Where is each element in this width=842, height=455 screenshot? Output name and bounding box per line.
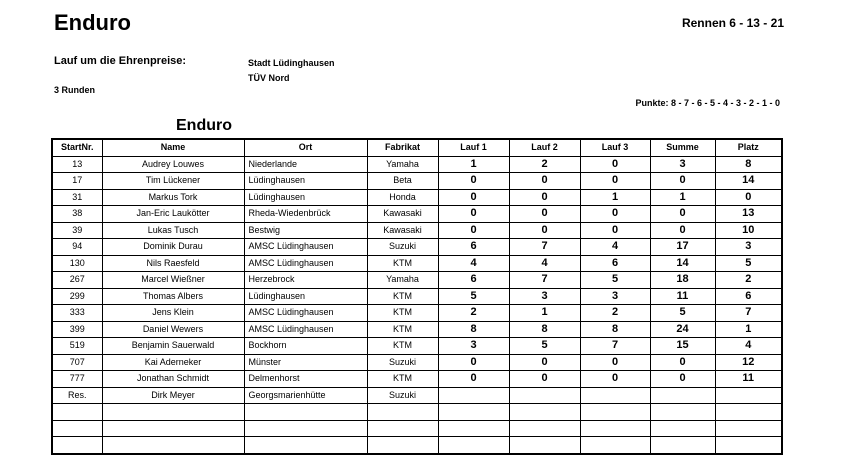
- cell-lauf1: 6: [438, 272, 509, 289]
- cell-startnr: 17: [52, 173, 102, 190]
- cell-lauf2: 7: [509, 272, 580, 289]
- cell-platz: 3: [715, 239, 782, 256]
- cell-lauf3: [580, 437, 650, 454]
- points-scale: Punkte: 8 - 7 - 6 - 5 - 4 - 3 - 2 - 1 - 0: [635, 98, 780, 108]
- cell-platz: [715, 387, 782, 404]
- cell-summe: [650, 420, 715, 437]
- cell-lauf2: 0: [509, 222, 580, 239]
- cell-lauf1: 0: [438, 222, 509, 239]
- cell-ort: Delmenhorst: [244, 371, 367, 388]
- cell-startnr: 13: [52, 156, 102, 173]
- table-row: [52, 156, 782, 173]
- cell-lauf2: [509, 420, 580, 437]
- cell-ort: AMSC Lüdinghausen: [244, 239, 367, 256]
- cell-lauf2: 0: [509, 371, 580, 388]
- cell-summe: 17: [650, 239, 715, 256]
- cell-lauf2: 0: [509, 189, 580, 206]
- cell-summe: 11: [650, 288, 715, 305]
- table-header-row: [52, 139, 782, 156]
- cell-lauf1: 4: [438, 255, 509, 272]
- cell-lauf3: [580, 420, 650, 437]
- cell-lauf2: 8: [509, 321, 580, 338]
- cell-platz: 7: [715, 305, 782, 322]
- cell-platz: [715, 420, 782, 437]
- cell-lauf2: [509, 437, 580, 454]
- cell-name: Markus Tork: [102, 189, 244, 206]
- cell-platz: 6: [715, 288, 782, 305]
- cell-summe: 0: [650, 206, 715, 223]
- cell-lauf3: 0: [580, 173, 650, 190]
- cell-fabrikat: Beta: [367, 173, 438, 190]
- sponsor-item: TÜV Nord: [248, 73, 290, 83]
- cell-fabrikat: Honda: [367, 189, 438, 206]
- cell-fabrikat: Yamaha: [367, 156, 438, 173]
- cell-fabrikat: KTM: [367, 338, 438, 355]
- col-header-fabrikat: Fabrikat: [367, 139, 438, 156]
- cell-platz: 2: [715, 272, 782, 289]
- cell-name: [102, 420, 244, 437]
- cell-ort: [244, 404, 367, 421]
- cell-name: Jens Klein: [102, 305, 244, 322]
- cell-fabrikat: Kawasaki: [367, 222, 438, 239]
- table-row: [52, 189, 782, 206]
- cell-platz: 14: [715, 173, 782, 190]
- cell-lauf3: 3: [580, 288, 650, 305]
- table-row: [52, 354, 782, 371]
- cell-fabrikat: KTM: [367, 305, 438, 322]
- cell-ort: [244, 420, 367, 437]
- cell-startnr: 130: [52, 255, 102, 272]
- cell-fabrikat: Suzuki: [367, 354, 438, 371]
- table-row: [52, 255, 782, 272]
- cell-lauf2: 0: [509, 354, 580, 371]
- cell-startnr: 399: [52, 321, 102, 338]
- cell-summe: 15: [650, 338, 715, 355]
- cell-fabrikat: [367, 437, 438, 454]
- col-header-summe: Summe: [650, 139, 715, 156]
- race-numbers: Rennen 6 - 13 - 21: [681, 16, 784, 30]
- cell-name: Lukas Tusch: [102, 222, 244, 239]
- cell-ort: AMSC Lüdinghausen: [244, 305, 367, 322]
- cell-summe: 18: [650, 272, 715, 289]
- cell-startnr: [52, 404, 102, 421]
- cell-lauf3: 0: [580, 206, 650, 223]
- cell-fabrikat: Suzuki: [367, 387, 438, 404]
- cell-lauf1: 0: [438, 354, 509, 371]
- cell-name: Jan-Eric Laukötter: [102, 206, 244, 223]
- cell-lauf1: 2: [438, 305, 509, 322]
- cell-lauf3: 0: [580, 354, 650, 371]
- table-row: [52, 338, 782, 355]
- col-header-platz: Platz: [715, 139, 782, 156]
- cell-ort: Georgsmarienhütte: [244, 387, 367, 404]
- table-row: [52, 305, 782, 322]
- cell-summe: 0: [650, 173, 715, 190]
- col-header-lauf3: Lauf 3: [580, 139, 650, 156]
- cell-name: Marcel Wießner: [102, 272, 244, 289]
- cell-lauf1: 8: [438, 321, 509, 338]
- cell-name: Thomas Albers: [102, 288, 244, 305]
- col-header-name: Name: [102, 139, 244, 156]
- cell-lauf2: 5: [509, 338, 580, 355]
- col-header-ort: Ort: [244, 139, 367, 156]
- cell-ort: AMSC Lüdinghausen: [244, 321, 367, 338]
- table-row: [52, 288, 782, 305]
- cell-name: Nils Raesfeld: [102, 255, 244, 272]
- cell-ort: Bestwig: [244, 222, 367, 239]
- cell-summe: [650, 437, 715, 454]
- cell-lauf3: 0: [580, 156, 650, 173]
- cell-startnr: 31: [52, 189, 102, 206]
- results-table: [51, 138, 783, 455]
- cell-lauf1: [438, 437, 509, 454]
- rounds-label: 3 Runden: [54, 85, 96, 95]
- sponsor-list: [248, 56, 335, 86]
- cell-startnr: 299: [52, 288, 102, 305]
- cell-lauf2: 0: [509, 206, 580, 223]
- col-header-lauf1: Lauf 1: [438, 139, 509, 156]
- cell-platz: [715, 404, 782, 421]
- cell-ort: AMSC Lüdinghausen: [244, 255, 367, 272]
- cell-lauf3: [580, 387, 650, 404]
- col-header-lauf2: Lauf 2: [509, 139, 580, 156]
- cell-platz: 5: [715, 255, 782, 272]
- cell-lauf2: 1: [509, 305, 580, 322]
- page-title: Enduro: [54, 10, 131, 35]
- cell-fabrikat: KTM: [367, 371, 438, 388]
- cell-ort: Lüdinghausen: [244, 288, 367, 305]
- cell-startnr: 267: [52, 272, 102, 289]
- cell-name: Tim Lückener: [102, 173, 244, 190]
- table-row: [52, 420, 782, 437]
- table-row: [52, 272, 782, 289]
- table-row: [52, 206, 782, 223]
- cell-lauf1: 0: [438, 189, 509, 206]
- cell-startnr: 777: [52, 371, 102, 388]
- cell-lauf1: 0: [438, 173, 509, 190]
- cell-summe: [650, 387, 715, 404]
- cell-summe: 0: [650, 222, 715, 239]
- cell-lauf2: 2: [509, 156, 580, 173]
- cell-lauf3: 1: [580, 189, 650, 206]
- cell-lauf2: 0: [509, 173, 580, 190]
- table-title: Enduro: [176, 117, 232, 134]
- cell-lauf1: [438, 387, 509, 404]
- cell-platz: 4: [715, 338, 782, 355]
- cell-fabrikat: KTM: [367, 288, 438, 305]
- cell-lauf3: 5: [580, 272, 650, 289]
- cell-summe: [650, 404, 715, 421]
- cell-name: Kai Aderneker: [102, 354, 244, 371]
- cell-lauf2: 7: [509, 239, 580, 256]
- cell-lauf1: 6: [438, 239, 509, 256]
- cell-platz: [715, 437, 782, 454]
- cell-lauf1: [438, 420, 509, 437]
- cell-name: Audrey Louwes: [102, 156, 244, 173]
- cell-startnr: [52, 420, 102, 437]
- cell-name: Dominik Durau: [102, 239, 244, 256]
- cell-lauf3: [580, 404, 650, 421]
- cell-lauf1: 0: [438, 206, 509, 223]
- cell-lauf1: [438, 404, 509, 421]
- cell-startnr: 94: [52, 239, 102, 256]
- cell-name: Dirk Meyer: [102, 387, 244, 404]
- cell-startnr: 38: [52, 206, 102, 223]
- cell-lauf3: 6: [580, 255, 650, 272]
- sponsor-item: Stadt Lüdinghausen: [248, 58, 335, 68]
- cell-name: [102, 437, 244, 454]
- cell-summe: 24: [650, 321, 715, 338]
- table-row: [52, 437, 782, 454]
- cell-startnr: 333: [52, 305, 102, 322]
- cell-fabrikat: [367, 404, 438, 421]
- cell-fabrikat: Yamaha: [367, 272, 438, 289]
- table-row: [52, 321, 782, 338]
- cell-lauf3: 0: [580, 371, 650, 388]
- cell-startnr: [52, 437, 102, 454]
- cell-name: Benjamin Sauerwald: [102, 338, 244, 355]
- cell-ort: Bockhorn: [244, 338, 367, 355]
- cell-fabrikat: [367, 420, 438, 437]
- cell-fabrikat: Suzuki: [367, 239, 438, 256]
- cell-lauf3: 8: [580, 321, 650, 338]
- cell-lauf1: 0: [438, 371, 509, 388]
- cell-summe: 14: [650, 255, 715, 272]
- cell-platz: 0: [715, 189, 782, 206]
- cell-fabrikat: Kawasaki: [367, 206, 438, 223]
- cell-name: [102, 404, 244, 421]
- cell-startnr: 707: [52, 354, 102, 371]
- cell-platz: 8: [715, 156, 782, 173]
- cell-platz: 13: [715, 206, 782, 223]
- cell-startnr: Res.: [52, 387, 102, 404]
- cell-name: Jonathan Schmidt: [102, 371, 244, 388]
- cell-lauf3: 2: [580, 305, 650, 322]
- cell-ort: [244, 437, 367, 454]
- cell-platz: 11: [715, 371, 782, 388]
- honor-prize-label: Lauf um die Ehrenpreise:: [54, 55, 187, 67]
- cell-platz: 10: [715, 222, 782, 239]
- cell-ort: Niederlande: [244, 156, 367, 173]
- cell-platz: 12: [715, 354, 782, 371]
- cell-ort: Münster: [244, 354, 367, 371]
- cell-platz: 1: [715, 321, 782, 338]
- table-row: [52, 387, 782, 404]
- cell-lauf2: [509, 404, 580, 421]
- cell-lauf2: [509, 387, 580, 404]
- cell-lauf1: 5: [438, 288, 509, 305]
- cell-summe: 0: [650, 354, 715, 371]
- cell-ort: Rheda-Wiedenbrück: [244, 206, 367, 223]
- cell-lauf2: 4: [509, 255, 580, 272]
- cell-startnr: 519: [52, 338, 102, 355]
- cell-ort: Lüdinghausen: [244, 173, 367, 190]
- cell-name: Daniel Wewers: [102, 321, 244, 338]
- cell-summe: 3: [650, 156, 715, 173]
- cell-lauf2: 3: [509, 288, 580, 305]
- cell-lauf3: 4: [580, 239, 650, 256]
- table-row: [52, 173, 782, 190]
- cell-fabrikat: KTM: [367, 321, 438, 338]
- col-header-startnr: StartNr.: [52, 139, 102, 156]
- cell-lauf1: 1: [438, 156, 509, 173]
- cell-summe: 1: [650, 189, 715, 206]
- table-row: [52, 404, 782, 421]
- table-row: [52, 239, 782, 256]
- table-row: [52, 371, 782, 388]
- cell-summe: 0: [650, 371, 715, 388]
- cell-startnr: 39: [52, 222, 102, 239]
- cell-ort: Lüdinghausen: [244, 189, 367, 206]
- table-row: [52, 222, 782, 239]
- cell-lauf3: 0: [580, 222, 650, 239]
- cell-lauf1: 3: [438, 338, 509, 355]
- cell-lauf3: 7: [580, 338, 650, 355]
- cell-fabrikat: KTM: [367, 255, 438, 272]
- cell-ort: Herzebrock: [244, 272, 367, 289]
- cell-summe: 5: [650, 305, 715, 322]
